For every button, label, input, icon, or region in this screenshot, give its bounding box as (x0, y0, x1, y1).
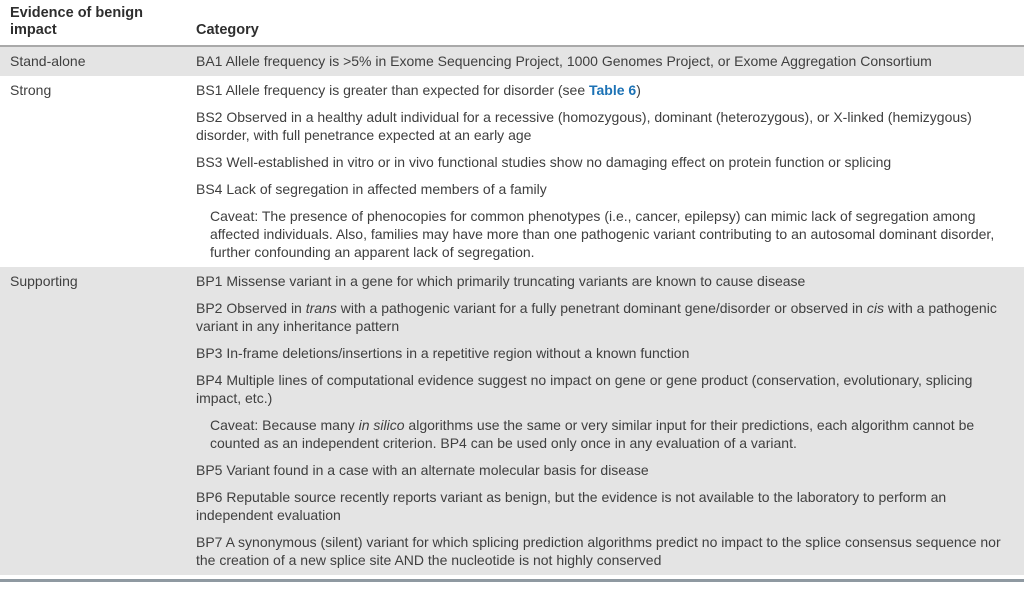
criterion-BA1: BA1 Allele frequency is >5% in Exome Sequencing Project, 1000 Genomes Project, or Exome Aggregation Consortium (196, 53, 932, 69)
header-evidence-of-benign-impact: Evidence of benign impact (10, 5, 143, 38)
trans-italic: trans (305, 300, 337, 316)
criterion-BP2 (196, 299, 1014, 335)
criterion-BP2-text-end: with a pathogenic variant in any inheritance pattern (196, 300, 997, 334)
header-category: Category (196, 22, 259, 38)
criterion-BS2: BS2 Observed in a healthy adult individual for a recessive (homozygous), dominant (heterozygous), or X-linked (hemizygous) disorder, with full penetrance expected at an early age (196, 109, 972, 143)
caveat-note-BS4: Caveat: The presence of phenocopies for common phenotypes (i.e., cancer, epilepsy) can mimic lack of segregation among affected individuals. Also, families may have more than one pathogenic variant contributing to an autosomal dominant disorder, further confounding an apparent lack of segregation. (210, 208, 995, 260)
section-label-stand-alone: Stand-alone (10, 53, 86, 69)
section-label-strong: Strong (10, 82, 52, 98)
criterion-BS1 (196, 81, 1014, 99)
criterion-BP5: BP5 Variant found in a case with an alternate molecular basis for disease (196, 462, 649, 478)
criterion-BP3: BP3 In-frame deletions/insertions in a repetitive region without a known function (196, 345, 690, 361)
table-6-link[interactable]: Table 6 (589, 82, 637, 98)
section-supporting (0, 267, 1024, 575)
section-stand-alone (0, 47, 1024, 76)
criterion-BP1: BP1 Missense variant in a gene for which primarily truncating variants are known to cause disease (196, 273, 806, 289)
table-bottom-rule (0, 579, 1024, 582)
criterion-BP7: BP7 A synonymous (silent) variant for which splicing prediction algorithms predict no impact to the splice consensus sequence nor the creation of a new splice site AND the nucleotide is not highly conserved (196, 534, 1001, 568)
in-silico-italic: in silico (358, 417, 405, 433)
criterion-BS3: BS3 Well-established in vitro or in vivo functional studies show no damaging effect on protein function or splicing (196, 154, 892, 170)
section-label-supporting: Supporting (10, 273, 78, 289)
criterion-BP6: BP6 Reputable source recently reports variant as benign, but the evidence is not available to the laboratory to perform an independent evaluation (196, 489, 947, 523)
criterion-BS1-text: BS1 Allele frequency is greater than expected for disorder (see (196, 82, 589, 98)
criterion-BS4: BS4 Lack of segregation in affected members of a family (196, 181, 547, 197)
caveat-note-BP4 (196, 416, 1014, 452)
table-header-row (0, 0, 1024, 45)
criterion-BP2-text-mid: with a pathogenic variant for a fully penetrant dominant gene/disorder or observed in (336, 300, 867, 316)
caveat-BP4-text-end: algorithms use the same or very similar input for their predictions, each algorithm cannot be counted as an independent criterion. BP4 can be used only once in any evaluation of a variant. (210, 417, 975, 451)
criterion-BP4: BP4 Multiple lines of computational evidence suggest no impact on gene or gene product (conservation, evolutionary, splicing impact, etc.) (196, 372, 973, 406)
section-strong (0, 76, 1024, 267)
cis-italic: cis (866, 300, 884, 316)
criterion-BS1-close-paren: ) (636, 82, 641, 98)
criterion-BP2-text: BP2 Observed in (196, 300, 306, 316)
caveat-BP4-text: Caveat: Because many (210, 417, 359, 433)
